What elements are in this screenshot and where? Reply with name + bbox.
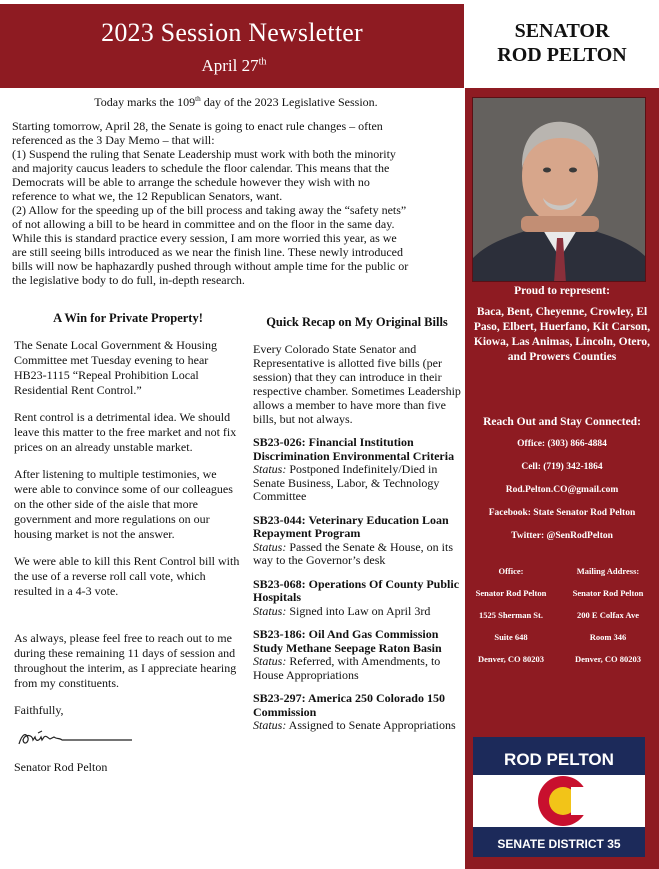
intro-line: While this is standard practice every session, I am more worried this year, as we xyxy=(12,231,397,245)
intro-line: and majority caucus leaders to schedule the floor calendar. This means that the xyxy=(12,161,390,175)
represent-title: Proud to represent: xyxy=(514,285,610,297)
original-bills-column xyxy=(253,315,461,743)
bill-item xyxy=(253,692,461,733)
intro-line: are still seeing bills introduced as we near the finish line. These newly introduced xyxy=(12,245,404,259)
private-property-heading: A Win for Private Property! xyxy=(53,311,203,325)
address-line: Suite 648 xyxy=(494,632,528,642)
bill-status: Status: Signed into Law on April 3rd xyxy=(253,603,431,618)
office-address xyxy=(465,560,557,670)
address-line: Denver, CO 80203 xyxy=(574,654,642,664)
bill-status: Status: Assigned to Senate Appropriations xyxy=(253,718,456,732)
status-label: Status: xyxy=(253,462,287,476)
address-line: 1525 Sherman St. xyxy=(479,610,543,620)
intro-line: referenced as the 3 Day Memo – that will: xyxy=(12,133,215,147)
intro-lead: Today marks the 109th day of the 2023 Legislative Session. xyxy=(94,95,378,109)
bill-title: SB23-044: Veterinary Education Loan Repayment Program xyxy=(253,512,449,540)
bill-title: SB23-297: America 250 Colorado 150 Commission xyxy=(253,691,445,719)
article-paragraph: The Senate Local Government & Housing Committee met Tuesday evening to hear HB23-1115 “Repeal Prohibition Local Residential Rent Control.” xyxy=(14,338,217,397)
newsletter-date: April 27th xyxy=(201,56,267,75)
address-line: Room 346 xyxy=(589,632,627,642)
bill-item xyxy=(253,514,461,568)
private-property-column xyxy=(14,311,242,787)
bill-title: SB23-186: Oil And Gas Commission Study Methane Seepage Raton Basin xyxy=(253,627,442,655)
connect-title: Reach Out and Stay Connected: xyxy=(483,416,641,428)
office-phone: Office: (303) 866-4884 xyxy=(517,439,607,449)
signature-name: Senator Rod Pelton xyxy=(14,760,108,774)
address-line: 200 E Colfax Ave xyxy=(577,610,639,620)
cell-phone: Cell: (719) 342-1864 xyxy=(521,462,603,472)
intro-line: bills will now be haphazardly pushed through without ample time for the public or xyxy=(12,259,409,273)
status-label: Status: xyxy=(253,539,287,554)
bill-item xyxy=(253,578,461,619)
status-label: Status: xyxy=(253,603,287,618)
senator-title: SENATOR xyxy=(514,20,610,42)
intro-section xyxy=(12,95,460,287)
original-bills-heading: Quick Recap on My Original Bills xyxy=(266,315,448,329)
intro-line: of not allowing a bill to be heard in committee and on the floor in the same day. xyxy=(12,217,395,231)
email-link[interactable]: Rod.Pelton.CO@gmail.com xyxy=(505,485,619,495)
status-label: Status: xyxy=(253,654,287,668)
spacer xyxy=(14,611,242,631)
twitter-link[interactable]: Twitter: @SenRodPelton xyxy=(511,531,613,541)
intro-line: reference to what we, the 12 Republican Senators, want. xyxy=(12,189,283,203)
logo-top-text: ROD PELTON xyxy=(504,750,614,769)
address-line: Mailing Address: xyxy=(576,566,640,576)
signoff: Faithfully, xyxy=(14,703,64,717)
senator-name: ROD PELTON xyxy=(497,44,627,66)
handwritten-signature xyxy=(16,728,136,750)
senator-portrait xyxy=(472,97,646,282)
bill-status: Status: Passed the Senate & House, on its way to the Governor’s desk xyxy=(253,539,453,567)
article-paragraph: Rent control is a detrimental idea. We should leave this matter to the free market and not fix prices on an already unstable market. xyxy=(14,410,237,454)
intro-line: (1) Suspend the ruling that Senate Leadership must work with both the minority xyxy=(12,147,396,161)
intro-line: Starting tomorrow, April 28, the Senate is going to enact rule changes – often xyxy=(12,119,383,133)
status-label: Status: xyxy=(253,718,287,732)
intro-line: Democrats will be able to arrange the schedule however they wish with no xyxy=(12,175,370,189)
address-line: Senator Rod Pelton xyxy=(572,588,644,598)
address-line: Denver, CO 80203 xyxy=(477,654,545,664)
intro-line: the legislative body to do full, in-depth research. xyxy=(12,273,245,287)
closing-paragraph: As always, please feel free to reach out to me during these remaining 11 days of session and throughout the interim, as I appreciate hearing from my constituents. xyxy=(14,631,237,690)
bill-title: SB23-068: Operations Of County Public Hospitals xyxy=(253,576,460,604)
senator-name-block xyxy=(465,0,659,88)
newsletter-header xyxy=(0,4,464,88)
bills-intro: Every Colorado State Senator and Representative is allotted five bills (per session) that they can introduce in their respective chamber. Sometimes Leadership allows a member to have more than five bills, but not always. xyxy=(253,342,461,426)
intro-line: (2) Allow for the speeding up of the bill process and taking away the “safety nets” xyxy=(12,203,407,217)
bill-item xyxy=(253,628,461,682)
article-paragraph: We were able to kill this Rent Control bill with the use of a reverse roll call vote, which resulted in a 4-3 vote. xyxy=(14,554,240,598)
logo-bottom-text: SENATE DISTRICT 35 xyxy=(497,837,621,851)
newsletter-title: 2023 Session Newsletter xyxy=(101,18,363,47)
facebook-link[interactable]: Facebook: State Senator Rod Pelton xyxy=(488,508,636,518)
campaign-logo xyxy=(473,737,645,857)
address-line: Office: xyxy=(498,566,524,576)
intro-body xyxy=(12,119,460,287)
counties-list: Baca, Bent, Cheyenne, Crowley, El Paso, Elbert, Huerfano, Kit Carson, Kiowa, Las Animas, Lincoln, Otero, and Prowers Counties xyxy=(473,306,651,363)
sidebar-panel xyxy=(465,88,659,869)
bill-title: SB23-026: Financial Institution Discrimination Environmental Criteria xyxy=(253,435,455,463)
bill-status: Status: Postponed Indefinitely/Died in Senate Business, Labor, & Technology Committee xyxy=(253,462,440,503)
sidebar xyxy=(465,0,659,869)
bill-status: Status: Referred, with Amendments, to House Appropriations xyxy=(253,654,441,682)
article-paragraph: After listening to multiple testimonies, we were able to convince some of our colleagues on the other side of the aisle that more government and more regulations on our housing market is not the answer. xyxy=(14,467,233,541)
portrait-illustration xyxy=(473,98,646,282)
bill-item xyxy=(253,436,461,504)
mailing-address xyxy=(557,560,659,670)
address-line: Senator Rod Pelton xyxy=(475,588,547,598)
